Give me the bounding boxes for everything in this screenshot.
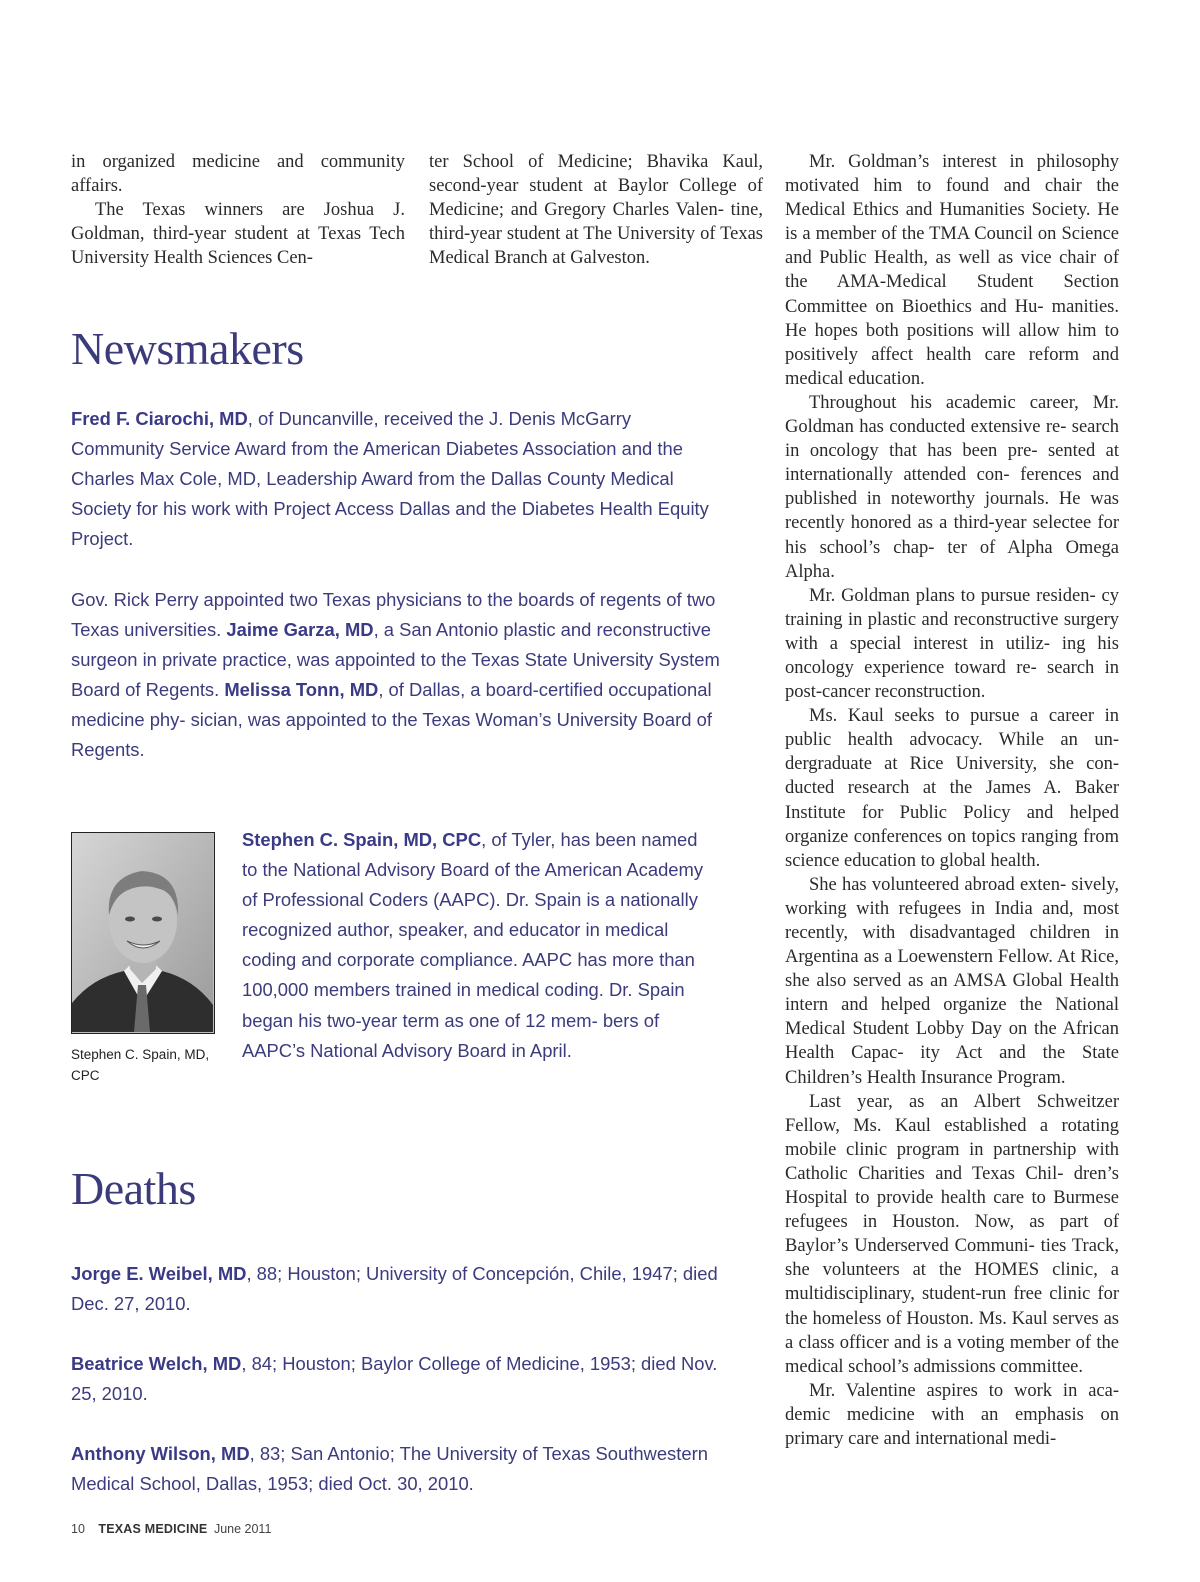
newsmaker-text: , of Tyler, has been named to the National Advisory Board of the American Academy of Professional Coders (AAPC). Dr. Spain is a nationally recognized author, speaker, and educator in medical coding and corporate compliance. AAPC has more than 100,000 members trained in medical coding. Dr. Spain began his two-year term as one of 12 mem- bers of AAPC’s National Advisory Board in April. <box>242 829 704 1061</box>
portrait-illustration <box>72 833 213 1032</box>
newsmaker-item <box>71 585 726 766</box>
obituary-text: , 88; Houston; University of Concepción, Chile, 1947; died Dec. 27, 2010. <box>71 1263 718 1315</box>
portrait-photo <box>71 832 215 1034</box>
newsmaker-item <box>242 825 712 1066</box>
paragraph: Mr. Valentine aspires to work in aca- demic medicine with an emphasis on primary care and international medi- <box>785 1380 1119 1449</box>
deaths-heading: Deaths <box>71 1163 196 1214</box>
page-number: 10 <box>71 1522 85 1536</box>
newsmaker-name: Stephen C. Spain, MD, CPC <box>242 829 482 850</box>
page-footer <box>71 1522 271 1536</box>
paragraph: ter School of Medicine; Bhavika Kaul, second-year student at Baylor College of Medicine; and Gregory Charles Valen- tine, third-year student at The University of Texas Medical Branch at Galveston. <box>429 152 763 269</box>
paragraph: Mr. Goldman plans to pursue residen- cy training in plastic and reconstructive surgery with a special interest in utiliz- ing his oncology experience toward re- search in post-cancer reconstruction. <box>785 585 1119 703</box>
obituary-entry <box>71 1349 721 1409</box>
newsmaker-text: Gov. Rick Perry appointed two Texas physicians to the boards of regents of two Texas universities. <box>71 589 716 641</box>
paragraph: She has volunteered abroad exten- sively, working with refugees in India and, most recently, with disadvantaged children in Argentina as a Loewenstern Fellow. At Rice, she also served as an AMSA Global Health intern and helped organize the National Medical Student Lobby Day on the African Health Capac- ity Act and the State Children’s Health Insurance Program. <box>785 874 1119 1088</box>
obituary-text: , 83; San Antonio; The University of Texas Southwestern Medical School, Dallas, 1953; died Oct. 30, 2010. <box>71 1443 708 1495</box>
publication-name: TEXAS MEDICINE <box>98 1522 208 1536</box>
obituary-entry <box>71 1259 721 1319</box>
obituary-text: , 84; Houston; Baylor College of Medicine, 1953; died Nov. 25, 2010. <box>71 1353 718 1405</box>
paragraph: in organized medicine and community affairs. <box>71 152 405 197</box>
newsmaker-text: , of Duncanville, received the J. Denis McGarry Community Service Award from the American Diabetes Association and the Charles Max Cole, MD, Leadership Award from the Dallas County Medical Society for his work with Project Access Dallas and the Diabetes Health Equity Project. <box>71 408 709 550</box>
newsmaker-item <box>71 404 721 554</box>
obituary-entry <box>71 1439 721 1499</box>
paragraph: Ms. Kaul seeks to pursue a career in public health advocacy. While an un- dergraduate at Rice University, she con- ducted research at the James A. Baker Institute for Public Policy and helped organize conferences on topics ranging from science education to global health. <box>785 706 1119 871</box>
obituary-name: Beatrice Welch, MD <box>71 1353 242 1374</box>
obituary-name: Anthony Wilson, MD <box>71 1443 250 1464</box>
issue-date: June 2011 <box>213 1522 272 1536</box>
paragraph: The Texas winners are Joshua J. Goldman, third-year student at Texas Tech University Health Sciences Cen- <box>71 200 405 269</box>
obituary-name: Jorge E. Weibel, MD <box>71 1263 247 1284</box>
paragraph: Last year, as an Albert Schweitzer Fellow, Ms. Kaul established a rotating mobile clinic program in partnership with Catholic Charities and Texas Chil- dren’s Hospital to provide health care to Burmese refugees in Houston. Now, as part of Baylor’s Underserved Communi- ties Track, she volunteers at the HOMES clinic, a multidisciplinary, student-run free clinic for the homeless of Houston. Ms. Kaul serves as a class officer and is a voting member of the medical school’s admissions committee. <box>785 1091 1119 1377</box>
photo-caption: Stephen C. Spain, MD, CPC <box>71 1047 210 1083</box>
newsmaker-name: Melissa Tonn, MD <box>224 679 379 701</box>
newsmaker-text: , of Dallas, a board-certified occupational medicine phy- sician, was appointed to the Texas Woman’s University Board of Regents. <box>71 679 712 761</box>
column-right-article <box>785 150 1119 1451</box>
column-left-continuation <box>71 150 405 270</box>
paragraph: Mr. Goldman’s interest in philosophy motivated him to found and chair the Medical Ethics and Humanities Society. He is a member of the TMA Council on Science and Public Health, as well as vice chair of the AMA-Medical Student Section Committee on Bioethics and Hu- manities. He hopes both positions will allow him to positively affect health care reform and medical education. <box>785 152 1119 389</box>
newsmaker-text: , a San Antonio plastic and reconstructive surgeon in private practice, was appointed to the Texas State University System Board of Regents. <box>71 619 720 701</box>
column-middle-continuation <box>429 150 763 270</box>
newsmaker-name: Fred F. Ciarochi, MD <box>71 408 248 429</box>
newsmaker-name: Jaime Garza, MD <box>226 619 374 641</box>
paragraph: Throughout his academic career, Mr. Goldman has conducted extensive re- search in oncology that has been pre- sented at internationally attended con- ferences and published in noteworthy journals. He was recently honored as a third-year selectee for his school’s chap- ter of Alpha Omega Alpha. <box>785 392 1119 582</box>
newsmakers-heading: Newsmakers <box>71 323 304 374</box>
